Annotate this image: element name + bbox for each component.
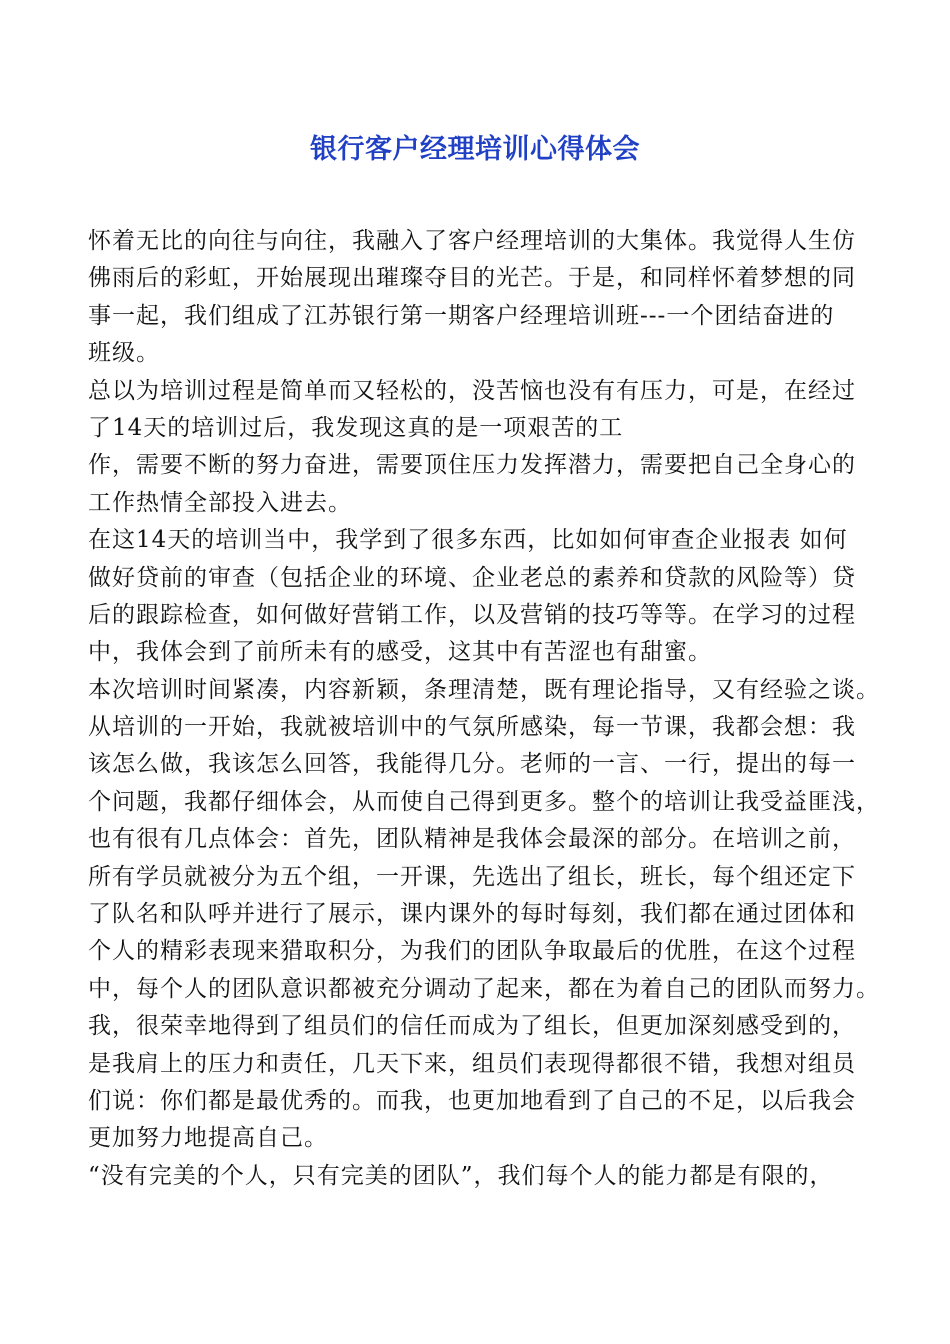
text-line: 是我肩上的压力和责任，几天下来，组员们表现得都很不错，我想对组员	[88, 1050, 856, 1077]
text-line: 个人的精彩表现来猎取积分，为我们的团队争取最后的优胜，在这个过程	[88, 938, 856, 965]
text-line: 我，很荣幸地得到了组员们的信任而成为了组长，但更加深刻感受到的，	[88, 1013, 856, 1040]
text-line: 怀着无比的向往与向往，我融入了客户经理培训的大集体。我觉得人生仿	[88, 228, 856, 254]
text-line: 该怎么做，我该怎么回答，我能得几分。老师的一言、一行，提出的每一	[88, 751, 856, 778]
text-line: 们说：你们都是最优秀的。而我，也更加地看到了自己的不足，以后我会	[88, 1087, 856, 1114]
text-line: 了14天的培训过后，我发现这真的是一项艰苦的工	[88, 414, 624, 441]
text-line: 从培训的一开始，我就被培训中的气氛所感染，每一节课，我都会想：我	[88, 714, 856, 741]
text-line: 在这14天的培训当中，我学到了很多东西，比如如何审查企业报表 如何	[88, 527, 848, 554]
text-line: 佛雨后的彩虹，开始展现出璀璨夺目的光芒。于是，和同样怀着梦想的同	[88, 265, 856, 292]
text-line: 中，每个人的团队意识都被充分调动了起来，都在为着自己的团队而努力。	[88, 975, 880, 1002]
text-line: 所有学员就被分为五个组，一开课，先选出了组长，班长，每个组还定下	[88, 863, 856, 890]
text-line: 本次培训时间紧凑，内容新颖，条理清楚，既有理论指导，又有经验之谈。	[88, 676, 880, 703]
text-line: 总以为培训过程是简单而又轻松的，没苦恼也没有有压力，可是，在经过	[88, 377, 856, 404]
text-line: 个问题，我都仔细体会，从而使自己得到更多。整个的培训让我受益匪浅，	[88, 788, 880, 815]
document-title: 银行客户经理培训心得体会	[310, 134, 640, 165]
text-line: 作，需要不断的努力奋进，需要顶住压力发挥潜力，需要把自己全身心的	[88, 452, 856, 479]
text-line: 也有很有几点体会：首先，团队精神是我体会最深的部分。在培训之前，	[88, 826, 856, 853]
text-line: 了队名和队呼并进行了展示，课内课外的每时每刻，我们都在通过团体和	[88, 901, 856, 928]
text-line: 事一起，我们组成了江苏银行第一期客户经理培训班---一个团结奋进的	[88, 302, 835, 329]
text-line: 更加努力地提高自己。	[88, 1125, 328, 1152]
text-line: 中，我体会到了前所未有的感受，这其中有苦涩也有甜蜜。	[88, 639, 712, 666]
document-body	[88, 223, 878, 1195]
text-line: 工作热情全部投入进去。	[88, 489, 352, 516]
text-line: 做好贷前的审查（包括企业的环境、企业老总的素养和贷款的风险等）贷	[88, 564, 856, 591]
text-line: 班级。	[88, 340, 160, 367]
text-line: 后的跟踪检查，如何做好营销工作，以及营销的技巧等等。在学习的过程	[88, 601, 856, 628]
text-line: “没有完美的个人，只有完美的团队”，我们每个人的能力都是有限的，	[88, 1162, 834, 1189]
